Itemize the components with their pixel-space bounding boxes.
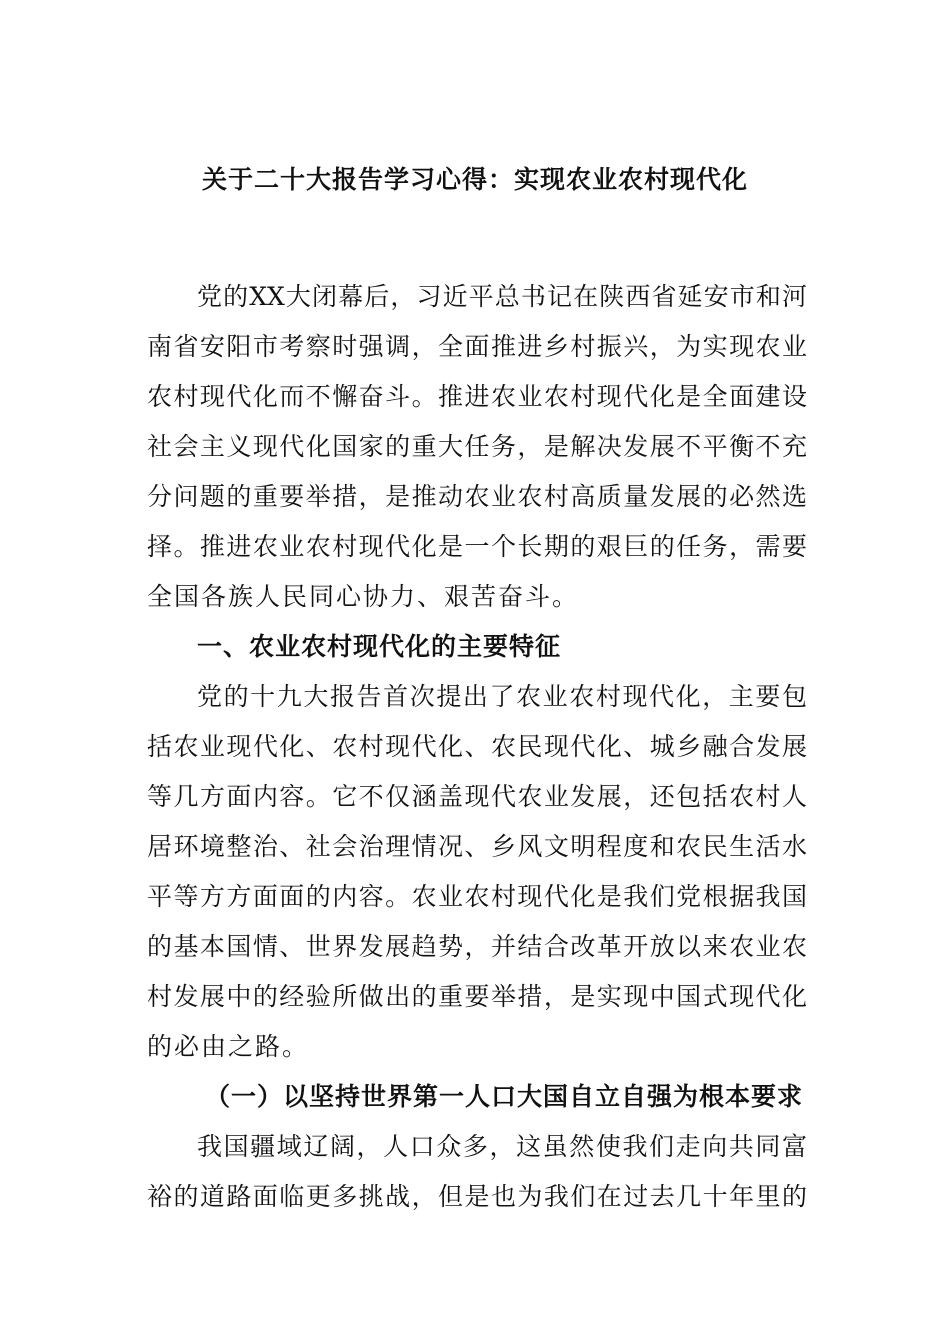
document-body [147, 272, 807, 1222]
document-title: 关于二十大报告学习心得：实现农业农村现代化 [201, 165, 748, 194]
paragraph-line: 等几方面内容。它不仅涵盖现代农业发展，还包括农村人 [147, 782, 807, 811]
paragraph-line: 居环境整治、社会治理情况、乡风文明程度和农民生活水 [147, 832, 807, 861]
paragraph-line: 党的XX大闭幕后，习近平总书记在陕西省延安市和河 [197, 282, 807, 311]
paragraph-line: 平等方方面面的内容。农业农村现代化是我们党根据我国 [147, 882, 807, 911]
paragraph-line: 括农业现代化、农村现代化、农民现代化、城乡融合发展 [147, 732, 807, 761]
paragraph-line: 择。推进农业农村现代化是一个长期的艰巨的任务，需要 [147, 532, 807, 561]
paragraph-line: 社会主义现代化国家的重大任务，是解决发展不平衡不充 [147, 432, 807, 461]
subsection-heading: （一）以坚持世界第一人口大国自立自强为根本要求 [205, 1082, 804, 1111]
paragraph-line: 的必由之路。 [147, 1032, 310, 1061]
paragraph-line: 的基本国情、世界发展趋势，并结合改革开放以来农业农 [147, 932, 807, 961]
paragraph-line: 全国各族人民同心协力、艰苦奋斗。 [147, 582, 580, 611]
paragraph-line: 村发展中的经验所做出的重要举措，是实现中国式现代化 [147, 982, 807, 1011]
paragraph-line: 党的十九大报告首次提出了农业农村现代化，主要包 [197, 682, 807, 711]
paragraph-line: 农村现代化而不懈奋斗。推进农业农村现代化是全面建设 [147, 382, 807, 411]
paragraph-line: 南省安阳市考察时强调，全面推进乡村振兴，为实现农业 [147, 332, 807, 361]
paragraph-line: 分问题的重要举措，是推动农业农村高质量发展的必然选 [147, 482, 807, 511]
paragraph-line: 我国疆域辽阔，人口众多，这虽然使我们走向共同富 [197, 1132, 807, 1161]
section-heading: 一、农业农村现代化的主要特征 [197, 632, 562, 661]
paragraph-line: 裕的道路面临更多挑战，但是也为我们在过去几十年里的 [147, 1182, 807, 1211]
